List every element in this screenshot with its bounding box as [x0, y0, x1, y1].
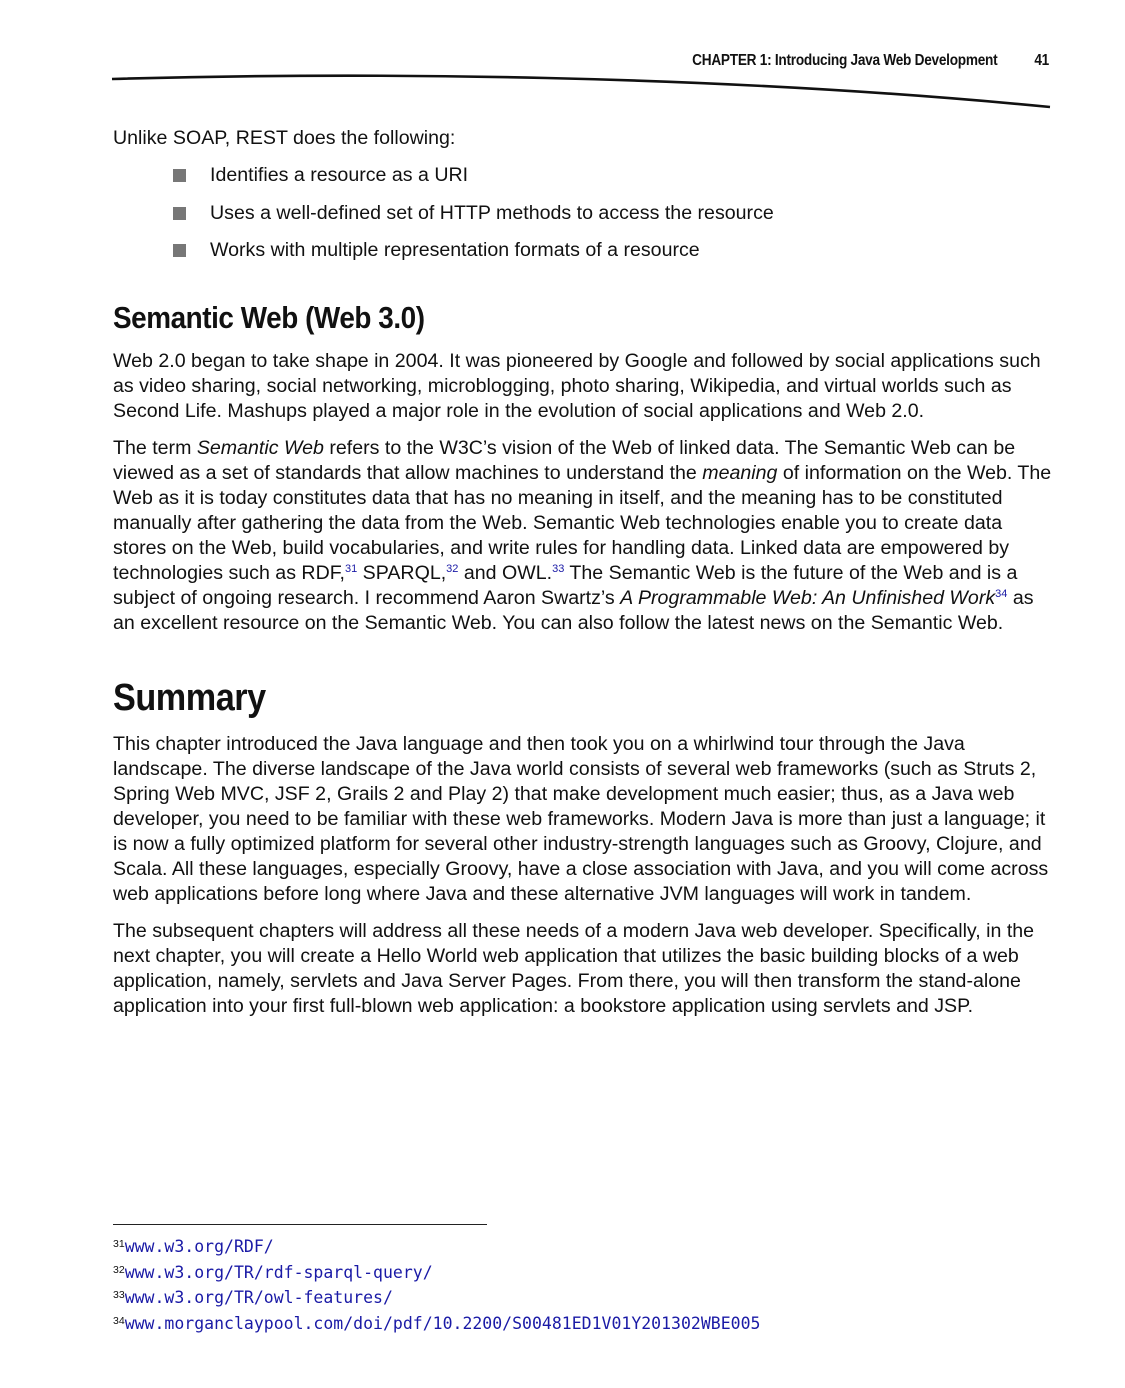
list-item — [173, 163, 1053, 188]
text-run: of information on the Web. The Web as it is today constitutes data that has no meaning in itself, and the meaning has to be constituted manually after gathering the data from the Web. Semantic Web technologies enable you to create data stores on the Web, build vocabularies, and write rules for handling data. Linked data are empowered by technologies such as RDF, — [113, 462, 1052, 584]
footnote-link[interactable]: www.w3.org/RDF/ — [124, 1237, 274, 1256]
footnote-ref-31[interactable]: 31 — [344, 563, 358, 575]
footnote-ref-33[interactable]: 33 — [552, 563, 565, 575]
footnote-number: 33 — [113, 1289, 125, 1302]
text-run: The Semantic Web is the future of the Web and is a subject of ongoing research. I recommend Aaron Swartz’s — [113, 562, 1018, 609]
header-swoosh-rule — [110, 70, 1055, 115]
list-item — [173, 238, 1053, 263]
summary-paragraph-1: This chapter introduced the Java language and then took you on a whirlwind tour through the Java landscape. The diverse landscape of the Java world consists of several web frameworks (such as Struts 2, Spring Web MVC, JSF 2, Grails 2 and Play 2) that make development much easier; thus, as a Java web developer, you need to be familiar with these web frameworks. Modern Java is more than just a language; it is now a fully optimized platform for several other industry-strength languages such as Groovy, Clojure, and Scala. All these languages, especially Groovy, have a close association with Java, and you will come across web applications before long where Java and these alternative JVM languages will work in tandem. — [113, 733, 1049, 905]
list-item-text: Works with multiple representation formats of a resource — [210, 239, 700, 261]
semantic-paragraph-1: Web 2.0 began to take shape in 2004. It was pioneered by Google and followed by social applications such as video sharing, social networking, microblogging, photo sharing, Wikipedia, and virtual worlds such as Second Life. Mashups played a major role in the evolution of social applications and Web 2.0. — [113, 350, 1041, 422]
square-bullet-icon — [173, 207, 186, 220]
list-item — [173, 201, 1053, 226]
footnotes — [113, 1233, 760, 1336]
text-run: and OWL. — [458, 562, 553, 584]
footnote-31 — [113, 1233, 760, 1259]
square-bullet-icon — [173, 244, 186, 257]
footnote-link[interactable]: www.morganclaypool.com/doi/pdf/10.2200/S00481ED1V01Y201302WBE005 — [124, 1314, 761, 1334]
meaning-emphasis: meaning — [702, 462, 778, 484]
footnote-number: 34 — [113, 1315, 125, 1328]
footnote-ref-32[interactable]: 32 — [446, 563, 459, 575]
footnote-number: 31 — [113, 1238, 125, 1250]
section-heading-semantic-web: Semantic Web (Web 3.0) — [113, 300, 425, 335]
page-number: 41 — [1034, 52, 1049, 69]
semantic-paragraph-2 — [113, 436, 1053, 636]
text-run: as an excellent resource on the Semantic Web. You can also follow the latest news on the Semantic Web. — [113, 587, 1034, 634]
footnote-divider — [113, 1224, 487, 1225]
rest-features-list — [113, 163, 1053, 263]
running-header — [225, 52, 1049, 70]
footnote-32 — [113, 1259, 760, 1285]
chapter-title: CHAPTER 1: Introducing Java Web Development — [692, 52, 998, 69]
book-title: A Programmable Web: An Unfinished Work — [620, 587, 996, 609]
summary-paragraph-2: The subsequent chapters will address all these needs of a modern Java web developer. Specifically, in the next chapter, you will create a Hello World web application that utilizes the basic building blocks of a web application, namely, servlets and Java Server Pages. From there, you will then transform the stand-alone application into your first full-blown web application: a bookstore application using servlets and JSP. — [113, 920, 1035, 1017]
text-run: The term — [113, 437, 197, 459]
footnote-34 — [113, 1310, 760, 1336]
footnote-number: 32 — [113, 1263, 125, 1276]
square-bullet-icon — [173, 169, 186, 182]
list-item-text: Uses a well-defined set of HTTP methods to access the resource — [210, 201, 774, 224]
text-run: SPARQL, — [357, 562, 447, 584]
term-emphasis: Semantic Web — [196, 437, 324, 459]
footnote-link[interactable]: www.w3.org/TR/owl-features/ — [124, 1288, 393, 1308]
footnote-33 — [113, 1284, 760, 1310]
footnote-ref-34[interactable]: 34 — [995, 588, 1008, 600]
footnote-link[interactable]: www.w3.org/TR/rdf-sparql-query/ — [124, 1262, 433, 1282]
text-run: refers to the W3C’s vision of the Web of linked data. The Semantic Web can be viewed as a set of standards that allow machines to understand the — [113, 437, 1016, 484]
section-heading-summary: Summary — [113, 677, 266, 719]
list-item-text: Identifies a resource as a URI — [210, 164, 469, 186]
intro-paragraph: Unlike SOAP, REST does the following: — [113, 127, 456, 149]
page-body — [113, 126, 1053, 1031]
